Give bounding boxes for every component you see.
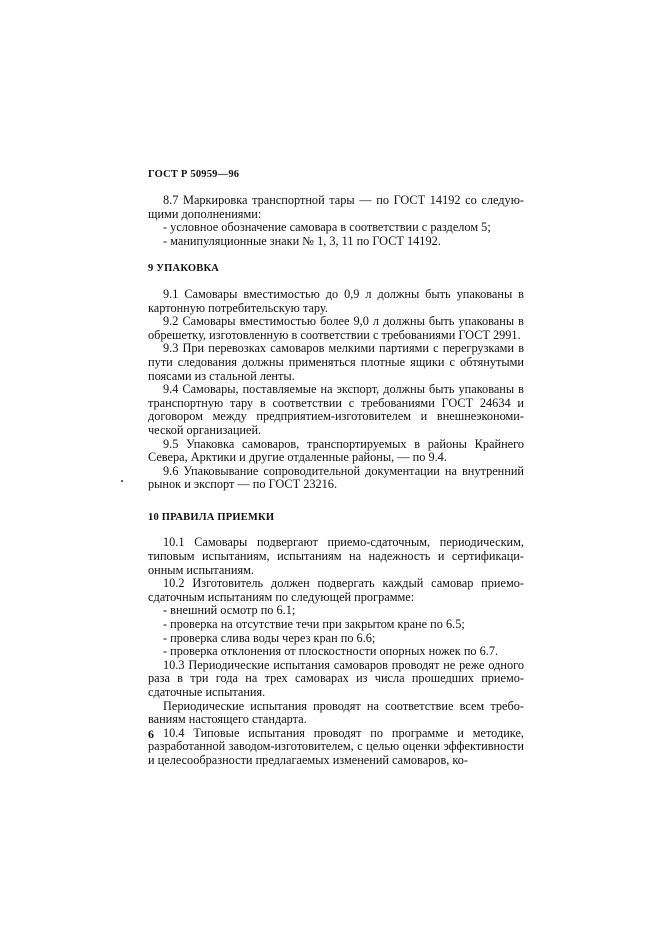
scan-speck	[121, 480, 123, 482]
paragraph-8-7: 8.7 Маркировка транспортной тары — по ГОСТ 14192 со следующими дополнениями:	[148, 193, 524, 221]
page-number: 6	[148, 727, 154, 741]
paragraph-10-1: 10.1 Самовары подвергают приемо-сдаточным, периодическим, типовым испытаниям, испытаниям на надежность и сертификационным испытаниям.	[148, 535, 524, 577]
paragraph-9-3: 9.3 При перевозках самоваров мелкими партиями с перегрузками в пути следования должны применяться плотные ящики с обтянутыми поясами из стальной ленты.	[148, 341, 524, 383]
page-header: ГОСТ Р 50959—96	[148, 169, 240, 180]
list-item: - внешний осмотр по 6.1;	[163, 603, 296, 618]
paragraph-9-5: 9.5 Упаковка самоваров, транспортируемых в районы Крайнего Севера, Арктики и другие отдаленные районы, — по 9.4.	[148, 436, 524, 465]
list-item: - проверка на отсутствие течи при закрытом кране по 6.5;	[163, 617, 465, 632]
section-heading-packaging: 9 УПАКОВКА	[148, 263, 220, 275]
document-body	[148, 194, 524, 768]
paragraph-9-1: 9.1 Самовары вместимостью до 0,9 л должны быть упакованы в картонную потребительскую тару.	[148, 286, 524, 315]
paragraph-9-2: 9.2 Самовары вместимостью более 9,0 л должны быть упакованы в обрешетку, изготовленную в соответствии с требованиями ГОСТ 2991.	[148, 314, 524, 342]
paragraph-9-4: 9.4 Самовары, поставляемые на экспорт, должны быть упакованы в транспортную тару в соответствии с требованиями ГОСТ 24634 и договором между предприятием-изготовителем и внешнеэкономической организацией.	[148, 382, 524, 437]
paragraph-10-2: 10.2 Изготовитель должен подвергать каждый самовар приемосдаточным испытаниям по следующей программе:	[148, 576, 524, 604]
list-item: - манипуляционные знаки № 1, 3, 11 по ГОСТ 14192.	[163, 233, 441, 248]
paragraph-10-4: 10.4 Типовые испытания проводят по программе и методике, разработанной заводом-изготовителем, с целью оценки эффективности и целесообразности предлагаемых изменений самоваров, ко-	[148, 725, 524, 767]
paragraph-9-6: 9.6 Упаковывание сопроводительной документации на внутренний рынок и экспорт — по ГОСТ 23216.	[148, 463, 524, 492]
paragraph-10-3: 10.3 Периодические испытания самоваров проводят не реже одного раза в три года на трех самоварах из числа прошедших приемо-сдаточные испытания.	[148, 657, 524, 699]
list-item: - условное обозначение самовара в соответствии с разделом 5;	[163, 220, 491, 235]
paragraph-10-3-continued: Периодические испытания проводят на соответствие всем требованиям настоящего стандарта.	[148, 698, 524, 727]
list-item: - проверка слива воды через кран по 6.6;	[163, 630, 376, 645]
list-item: - проверка отклонения от плоскостности опорных ножек по 6.7.	[163, 644, 499, 659]
section-heading-acceptance: 10 ПРАВИЛА ПРИЕМКИ	[148, 511, 275, 523]
